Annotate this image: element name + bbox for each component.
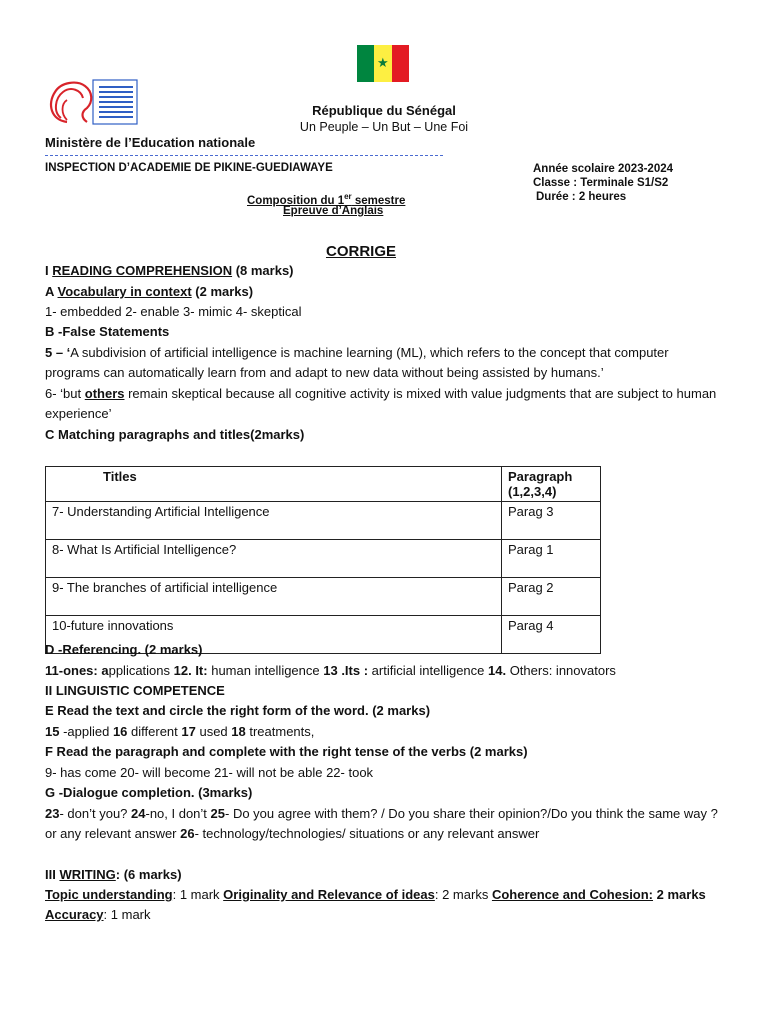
- ministry-name: Ministère de l’Education nationale: [45, 135, 256, 150]
- exam-duration: Durée : 2 heures: [536, 191, 627, 203]
- header-dashed-divider: [45, 155, 443, 156]
- table-cell-title: 9- The branches of artificial intelligence: [46, 578, 502, 616]
- senegal-flag-icon: [357, 45, 409, 82]
- table-row: [46, 502, 601, 540]
- false-statements-heading: B -False Statements: [45, 324, 170, 339]
- class-info: Classe : Terminale S1/S2: [533, 177, 669, 189]
- table-header-titles: Titles: [46, 467, 502, 502]
- page-title: CORRIGE: [325, 243, 396, 260]
- national-motto: Un Peuple – Un But – Une Foi: [299, 120, 469, 134]
- flag-stripe-green: [357, 45, 374, 82]
- dialogue-answers: 23- don’t you? 24-no, I don’t 25- Do you agree with them? / Do you share their opinion?/Do you think the same way ? or any relevant answer 26- technology/technologies/ situations or any relevant answer: [45, 806, 718, 841]
- referencing-heading: D -Referencing. (2 marks): [45, 642, 203, 657]
- word-form-heading: E Read the text and circle the right form of the word. (2 marks): [45, 703, 431, 718]
- table-row: [46, 540, 601, 578]
- table-cell-title: 7- Understanding Artificial Intelligence: [46, 502, 502, 540]
- writing-criteria: Topic understanding: 1 mark Originality and Relevance of ideas: 2 marks Coherence and Cohesion: 2 marks Accuracy: 1 mark: [45, 887, 706, 922]
- table-cell-paragraph: Parag 4: [502, 616, 601, 654]
- school-year: Année scolaire 2023-2024: [533, 163, 674, 175]
- table-cell-title: 10-future innovations: [46, 616, 502, 654]
- answer-6: 6- ‘but others remain skeptical because all cognitive activity is mixed with value judgments that are subject to human experience’: [45, 386, 717, 421]
- matching-table: [45, 466, 601, 654]
- linguistic-heading: II LINGUISTIC COMPETENCE: [45, 683, 225, 698]
- table-cell-paragraph: Parag 1: [502, 540, 601, 578]
- table-cell-paragraph: Parag 3: [502, 502, 601, 540]
- dialogue-heading: G -Dialogue completion. (3marks): [45, 785, 253, 800]
- flag-stripe-red: [392, 45, 409, 82]
- vocabulary-answers: 1- embedded 2- enable 3- mimic 4- skeptical: [45, 304, 302, 319]
- table-row: [46, 578, 601, 616]
- matching-heading: C Matching paragraphs and titles(2marks): [45, 427, 305, 442]
- table-cell-paragraph: Parag 2: [502, 578, 601, 616]
- tense-answers: 9- has come 20- will become 21- will not be able 22- took: [45, 765, 374, 780]
- vocabulary-heading: A Vocabulary in context (2 marks): [45, 284, 254, 299]
- table-header-row: [46, 467, 601, 502]
- word-form-answers: 15 -applied 16 different 17 used 18 treatments,: [45, 724, 315, 739]
- flag-star-icon: ★: [377, 55, 389, 70]
- inspection-name: INSPECTION D’ACADEMIE DE PIKINE-GUEDIAWAYE: [45, 162, 333, 174]
- writing-heading: III WRITING: (6 marks): [45, 867, 182, 882]
- composition-title: Composition du 1er semestre: [247, 192, 406, 207]
- reading-heading: I READING COMPREHENSION (8 marks): [45, 263, 294, 278]
- ministry-logo-icon: [47, 78, 139, 126]
- republic-name: République du Sénégal: [312, 103, 456, 118]
- tense-heading: F Read the paragraph and complete with the right tense of the verbs (2 marks): [45, 744, 528, 759]
- epreuve-title: Epreuve d’Anglais: [283, 205, 384, 217]
- answer-5: 5 – ‘A subdivision of artificial intelligence is machine learning (ML), which refers to the concept that computer programs can automatically learn from and adapt to new data without being assisted by humans.’: [45, 345, 669, 380]
- table-cell-title: 8- What Is Artificial Intelligence?: [46, 540, 502, 578]
- table-header-paragraph: Paragraph (1,2,3,4): [502, 467, 601, 502]
- referencing-answers: 11-ones: applications 12. It: human intelligence 13 .Its : artificial intelligence 14. Others: innovators: [45, 663, 616, 678]
